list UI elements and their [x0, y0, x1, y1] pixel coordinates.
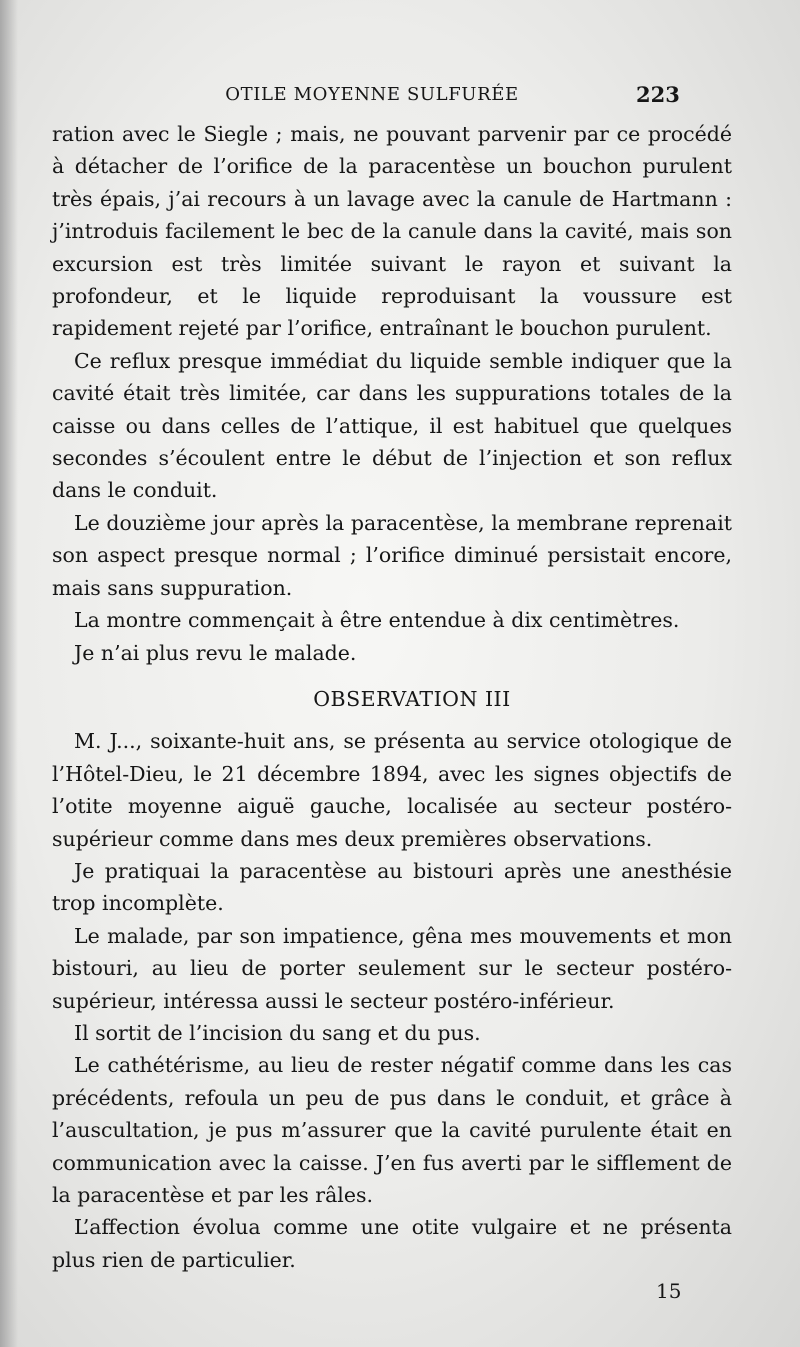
observation-paragraph: Je pratiquai la paracentèse au bistouri après une anesthésie trop incomplète. — [52, 858, 732, 916]
observation-paragraph: Le malade, par son impatience, gêna mes mouvements et mon bistouri, au lieu de porter seulement sur le secteur postéro-supérieur, intéressa aussi le secteur postéro-inférieur. — [52, 923, 732, 1013]
paragraph-not-seen: Je n’ai plus revu le malade. — [74, 640, 357, 665]
signature-mark: 15 — [656, 1279, 682, 1303]
page-number: 223 — [636, 82, 680, 107]
paragraph-reflux: Ce reflux presque immédiat du liquide semble indiquer que la cavité était très limitée, car dans les suppurations totales de la caisse ou dans celles de l’attique, il est habituel que quelques secondes s’écoulent entre le début de l’injection et son reflux dans le conduit. — [52, 348, 732, 503]
running-head: OTILE MOYENNE SULFURÉE — [225, 84, 519, 105]
observation-paragraph: Il sortit de l’incision du sang et du pus. — [74, 1020, 481, 1045]
observation-paragraph: Le cathétérisme, au lieu de rester négatif comme dans les cas précédents, refoula un peu de pus dans le conduit, et grâce à l’auscultation, je pus m’assurer que la cavité purulente était en communication avec la caisse. J’en fus averti par le sifflement de la paracentèse et par les râles. — [52, 1053, 732, 1207]
page-gutter-shadow — [0, 0, 18, 1347]
paragraph-twelfth-day: Le douzième jour après la paracentèse, la membrane reprenait son aspect presque normal ; l’orifice diminué persistait encore, mais sans suppuration. — [52, 510, 732, 600]
observation-title: OBSERVATION III — [313, 686, 511, 711]
observation-paragraph: L’affection évolua comme une otite vulgaire et ne présenta plus rien de particulier. — [52, 1215, 732, 1272]
body-text — [52, 118, 732, 1276]
paragraph-continuation: ration avec le Siegle ; mais, ne pouvant parvenir par ce procédé à détacher de l’orifice de la paracentèse un bouchon purulent très épais, j’ai recours à un lavage avec la canule de Hartmann : j’introduis facilement le bec de la canule dans la cavité, mais son excursion est très limitée suivant le rayon et suivant la profondeur, et le liquide reproduisant la voussure est rapidement rejeté par l’orifice, entraînant le bouchon purulent. — [52, 122, 732, 341]
paragraph-watch: La montre commençait à être entendue à dix centimètres. — [74, 608, 680, 633]
observation-paragraph: M. J..., soixante-huit ans, se présenta au service otologique de l’Hôtel-Dieu, le 21 décembre 1894, avec les signes objectifs de l’otite moyenne aiguë gauche, localisée au secteur postéro-supérieur comme dans mes deux premières observations. — [52, 729, 732, 851]
